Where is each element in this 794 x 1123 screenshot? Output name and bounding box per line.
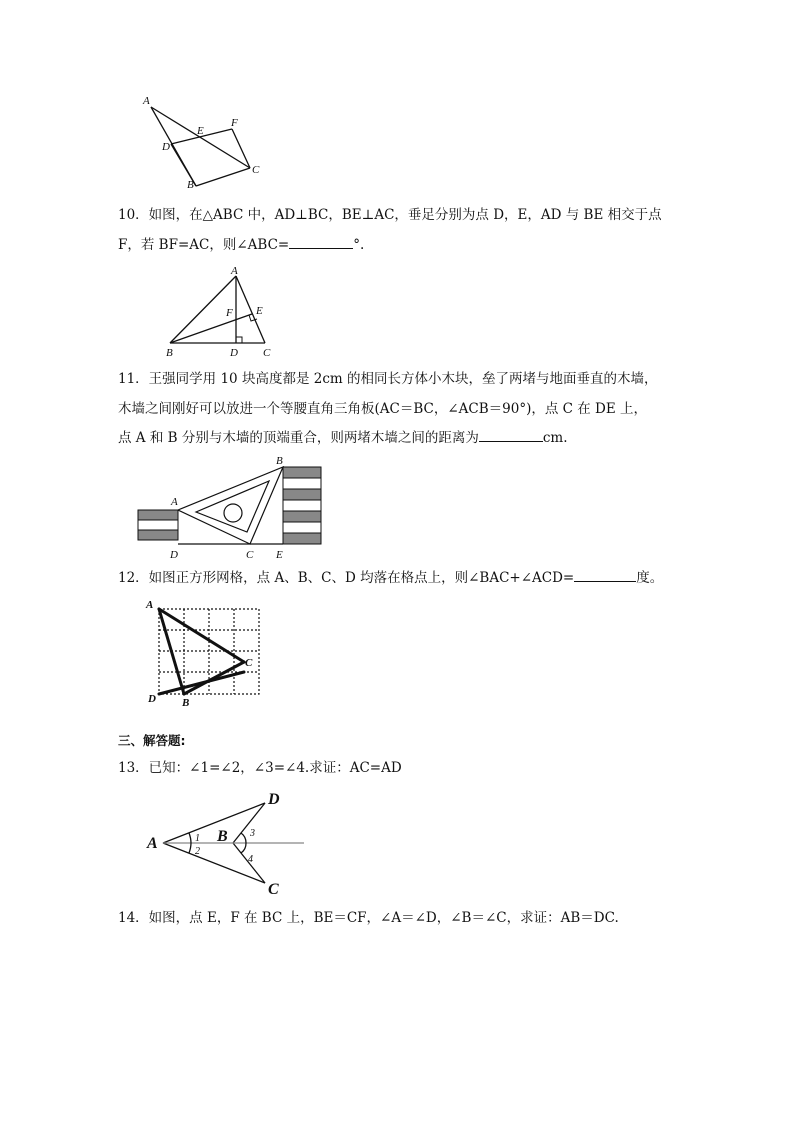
label-B: B: [187, 179, 194, 191]
label-C: C: [245, 657, 253, 669]
angle-3: 3: [250, 828, 255, 839]
q11-line3-suffix: cm.: [542, 430, 568, 446]
q10-line2-text: F，若 BF=AC，则∠ABC=: [118, 237, 290, 253]
q11-line1: 11．王强同学用 10 块高度都是 2cm 的相同长方体小木块，垒了两堵与地面垂直的木墙，: [118, 371, 658, 387]
q12-answer-blank[interactable]: [574, 569, 636, 582]
q14-text: 14．如图，点 E，F 在 BC 上，BE＝CF，∠A＝∠D，∠B＝∠C，求证：AB＝DC.: [118, 910, 619, 926]
q12-line1: [118, 569, 663, 587]
q11-line3: [118, 429, 568, 447]
angle-4: 4: [248, 854, 253, 865]
q10-line2: [118, 236, 364, 254]
q11-line3-text: 点 A 和 B 分别与木墙的顶端重合，则两堵木墙之间的距离为: [118, 430, 479, 446]
figure-q11-walls: [134, 452, 326, 562]
label-E: E: [197, 125, 204, 137]
label-B: B: [276, 455, 283, 467]
label-E: E: [276, 549, 283, 561]
figure-quadrilateral: [140, 92, 270, 192]
label-F: F: [231, 117, 238, 129]
label-A: A: [143, 95, 150, 107]
label-B: B: [166, 347, 173, 359]
section-title: 三、解答题:: [118, 733, 186, 748]
q11-line2: 木墙之间刚好可以放进一个等腰直角三角板(AC＝BC，∠ACB＝90°)，点 C 在 DE 上，: [118, 401, 648, 417]
q12-line1-suffix: 度。: [636, 570, 664, 586]
label-D: D: [170, 549, 178, 561]
label-A: A: [147, 835, 158, 852]
q12-line1-text: 12．如图正方形网格，点 A、B、C、D 均落在格点上，则∠BAC+∠ACD=: [118, 570, 575, 586]
label-A: A: [171, 496, 178, 508]
angle-2: 2: [195, 846, 200, 857]
q11-answer-blank[interactable]: [479, 429, 543, 442]
label-D: D: [148, 693, 156, 705]
label-E: E: [256, 305, 263, 317]
figure-q10-triangle: [160, 264, 285, 362]
q10-line1: 10．如图，在△ABC 中，AD⊥BC，BE⊥AC，垂足分别为点 D，E，AD 与 BE 相交于点: [118, 207, 662, 223]
label-D: D: [162, 141, 170, 153]
q13-text: 13．已知：∠1=∠2，∠3=∠4.求证：AC=AD: [118, 760, 402, 776]
label-D: D: [230, 347, 238, 359]
q10-answer-blank[interactable]: [289, 236, 353, 249]
angle-1: 1: [195, 833, 200, 844]
label-A: A: [231, 265, 238, 277]
label-C: C: [268, 881, 279, 898]
label-C: C: [246, 549, 254, 561]
label-D: D: [268, 791, 280, 808]
label-C: C: [252, 164, 260, 176]
label-F: F: [226, 307, 233, 319]
figure-q12-grid: [140, 596, 265, 708]
label-A: A: [146, 599, 154, 611]
label-C: C: [263, 347, 271, 359]
figure-q13: [144, 786, 309, 898]
label-B: B: [182, 697, 190, 708]
q10-line2-suffix: °.: [353, 237, 365, 253]
label-B: B: [217, 828, 228, 845]
